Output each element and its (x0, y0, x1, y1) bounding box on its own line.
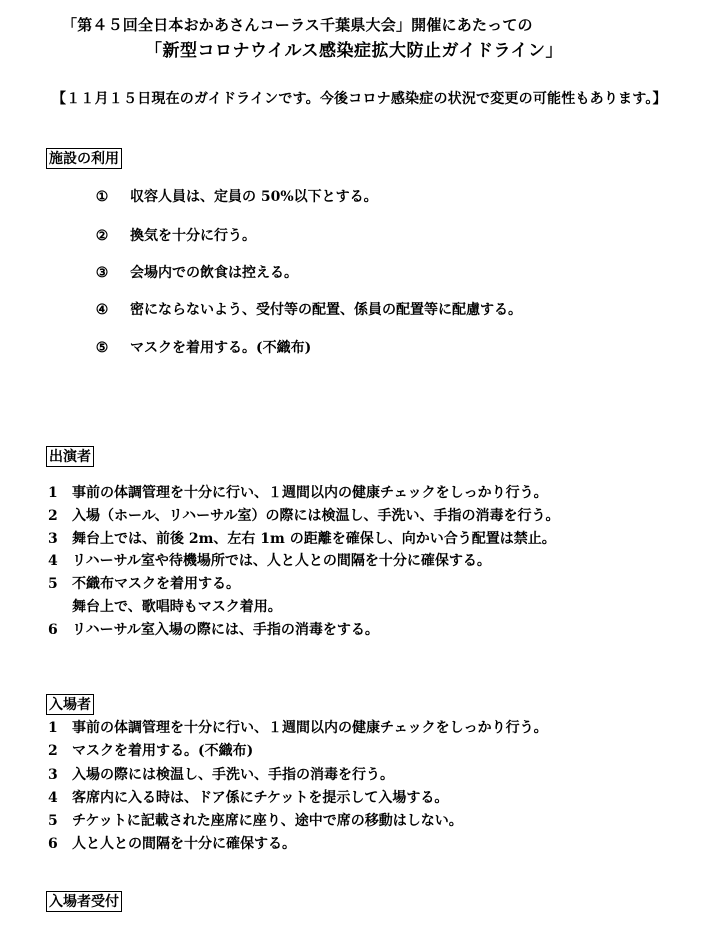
item-number: 6 (48, 622, 58, 638)
item-number: 6 (48, 836, 58, 852)
item-text: 客席内に入る時は、ドア係にチケットを提示して入場する。 (72, 790, 449, 806)
item-marker: ③ (95, 265, 109, 281)
item-text: 収容人員は、定員の 50%以下とする。 (130, 189, 378, 205)
item-text: マスクを着用する。(不織布) (72, 743, 254, 759)
section-heading-attendees: 入場者 (46, 694, 94, 715)
item-number: 5 (48, 813, 58, 829)
item-number: 3 (48, 531, 58, 547)
item-text: 会場内での飲食は控える。 (130, 265, 298, 281)
item-number: 4 (48, 553, 58, 569)
item-text: リハーサル室入場の際には、手指の消毒をする。 (72, 622, 379, 638)
item-number: 5 (48, 576, 58, 592)
item-number: 4 (48, 790, 58, 806)
document-title-line-1: 「第４５回全日本おかあさんコーラス千葉県大会」開催にあたっての (62, 16, 533, 34)
item-marker: ④ (95, 302, 109, 318)
item-marker: ① (95, 189, 109, 205)
document-title-line-2: 「新型コロナウイルス感染症拡大防止ガイドライン」 (145, 41, 563, 61)
item-text: 不織布マスクを着用する。 (72, 576, 240, 592)
section-heading-reception: 入場者受付 (46, 891, 122, 912)
item-text: 入場の際には検温し、手洗い、手指の消毒を行う。 (72, 767, 394, 783)
item-number: 1 (48, 485, 58, 501)
section-heading-performers: 出演者 (46, 446, 94, 467)
guideline-date-notice: 【１１月１５日現在のガイドラインです。今後コロナ感染症の状況で変更の可能性もあります。】 (52, 91, 667, 107)
item-text: 人と人との間隔を十分に確保する。 (72, 836, 296, 852)
item-marker: ② (95, 228, 109, 244)
item-marker: ⑤ (95, 340, 109, 356)
item-text: マスクを着用する。(不織布) (130, 340, 312, 356)
item-number: 3 (48, 767, 58, 783)
item-text: リハーサル室や待機場所では、人と人との間隔を十分に確保する。 (72, 553, 491, 569)
item-text: 密にならないよう、受付等の配置、係員の配置等に配慮する。 (130, 302, 522, 318)
item-number: 1 (48, 720, 58, 736)
item-text: 入場（ホール、リハーサル室）の際には検温し、手洗い、手指の消毒を行う。 (72, 508, 560, 524)
item-number: 2 (48, 508, 58, 524)
item-text: 舞台上では、前後 2m、左右 1m の距離を確保し、向かい合う配置は禁止。 (72, 531, 556, 547)
item-text: 換気を十分に行う。 (130, 228, 256, 244)
item-number: 2 (48, 743, 58, 759)
item-text: 舞台上で、歌唱時もマスク着用。 (72, 599, 282, 615)
item-text: 事前の体調管理を十分に行い、１週間以内の健康チェックをしっかり行う。 (72, 485, 548, 501)
section-heading-facility: 施設の利用 (46, 148, 122, 169)
item-text: チケットに記載された座席に座り、途中で席の移動はしない。 (72, 813, 463, 829)
item-text: 事前の体調管理を十分に行い、１週間以内の健康チェックをしっかり行う。 (72, 720, 548, 736)
